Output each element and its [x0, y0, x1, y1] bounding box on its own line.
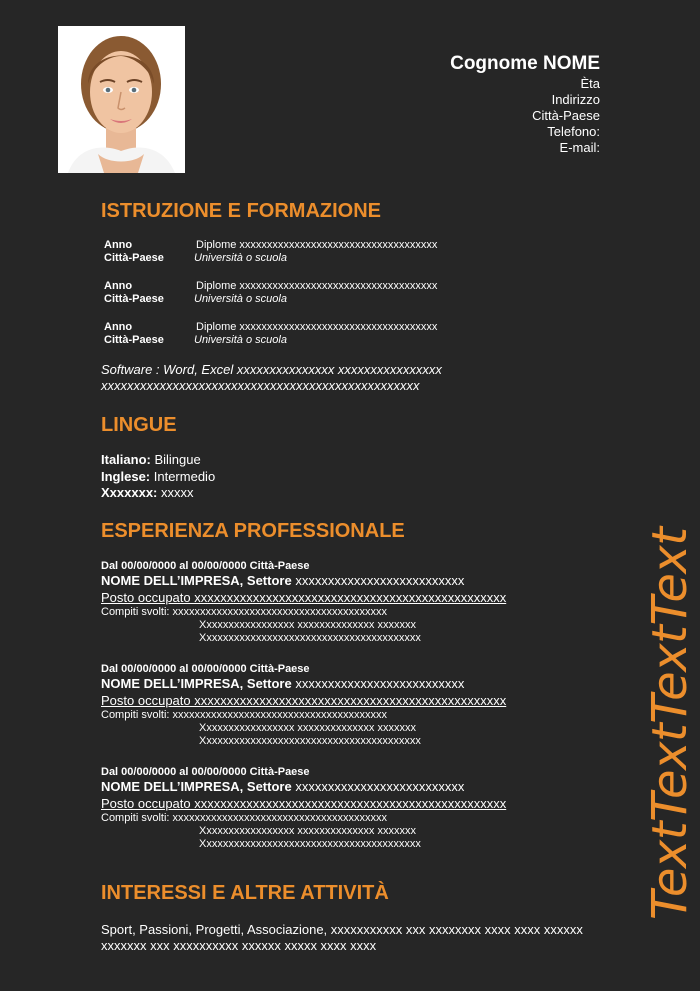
- job-position: Posto occupato xxxxxxxxxxxxxxxxxxxxxxxxxxxxxxxxxxxxxxxxxxxxxxxx: [101, 796, 507, 811]
- phone-label: Telefono:: [547, 124, 600, 139]
- language-level: xxxxx: [161, 485, 194, 500]
- languages-list: [101, 452, 215, 502]
- city-label: Città-Paese: [532, 108, 600, 123]
- job-dates: Dal 00/00/0000 al 00/00/0000 Città-Paese: [101, 766, 310, 778]
- edu-diploma: Diplome xxxxxxxxxxxxxxxxxxxxxxxxxxxxxxxxxxxx: [196, 280, 438, 292]
- edu-year: Anno: [104, 280, 133, 292]
- language-item: [101, 485, 215, 502]
- job-company: NOME DELL’IMPRESA, Settore xxxxxxxxxxxxxxxxxxxxxxxxxx: [101, 779, 465, 794]
- job-task-line: Xxxxxxxxxxxxxxxxx xxxxxxxxxxxxxx xxxxxxx: [199, 825, 416, 837]
- edu-year: Anno: [104, 321, 133, 333]
- software-skills: [101, 362, 442, 394]
- job-entry: [101, 559, 506, 645]
- email-label: E-mail:: [559, 140, 600, 155]
- languages-title: LINGUE: [101, 414, 177, 436]
- job-task-line: Xxxxxxxxxxxxxxxxx xxxxxxxxxxxxxx xxxxxxx: [199, 722, 416, 734]
- language-name: Inglese:: [101, 468, 151, 484]
- edu-city: Città-Paese: [104, 252, 164, 264]
- edu-year: Anno: [104, 239, 133, 251]
- job-dates: Dal 00/00/0000 al 00/00/0000 Città-Paese: [101, 560, 310, 572]
- software-line: xxxxxxxxxxxxxxxxxxxxxxxxxxxxxxxxxxxxxxxxxxxxxxxxx: [101, 378, 420, 393]
- edu-school: Università o scuola: [194, 293, 287, 305]
- job-dates: Dal 00/00/0000 al 00/00/0000 Città-Paese: [101, 663, 310, 675]
- language-item: [101, 469, 215, 486]
- software-line: Software : Word, Excel xxxxxxxxxxxxxxx xxxxxxxxxxxxxxxx: [101, 362, 442, 377]
- education-title: ISTRUZIONE E FORMAZIONE: [101, 200, 381, 222]
- job-position: Posto occupato xxxxxxxxxxxxxxxxxxxxxxxxxxxxxxxxxxxxxxxxxxxxxxxx: [101, 590, 507, 605]
- job-task-line: Xxxxxxxxxxxxxxxxxxxxxxxxxxxxxxxxxxxxxxxx: [199, 735, 421, 747]
- edu-school: Università o scuola: [194, 252, 287, 264]
- age-label: Èta: [580, 76, 600, 91]
- side-decorative-text: TextTextTextText: [642, 527, 698, 920]
- job-task-line: Xxxxxxxxxxxxxxxxxxxxxxxxxxxxxxxxxxxxxxxx: [199, 632, 421, 644]
- language-name: Xxxxxxx:: [101, 485, 158, 500]
- language-level: Bilingue: [154, 452, 201, 467]
- job-entry: [101, 765, 506, 851]
- contact-block: [450, 52, 600, 156]
- interests-text: Sport, Passioni, Progetti, Associazione, xxxxxxxxxxx xxx xxxxxxxx xxxx xxxx xxxxxx xxxxxxx xxx xxxxxxxxxx xxxxxx xxxxx xxxx xxxx: [101, 922, 583, 953]
- edu-city: Città-Paese: [104, 334, 164, 346]
- edu-city: Città-Paese: [104, 293, 164, 305]
- edu-school: Università o scuola: [194, 334, 287, 346]
- job-tasks: Compiti svolti: xxxxxxxxxxxxxxxxxxxxxxxxxxxxxxxxxxxxxxx: [101, 709, 388, 721]
- edu-diploma: Diplome xxxxxxxxxxxxxxxxxxxxxxxxxxxxxxxxxxxx: [196, 239, 438, 251]
- job-position: Posto occupato xxxxxxxxxxxxxxxxxxxxxxxxxxxxxxxxxxxxxxxxxxxxxxxx: [101, 693, 507, 708]
- job-tasks: Compiti svolti: xxxxxxxxxxxxxxxxxxxxxxxxxxxxxxxxxxxxxxx: [101, 812, 388, 824]
- job-task-line: Xxxxxxxxxxxxxxxxxxxxxxxxxxxxxxxxxxxxxxxx: [199, 838, 421, 850]
- person-name: Cognome NOME: [450, 53, 600, 74]
- profile-photo: [58, 26, 185, 173]
- interests-title: INTERESSI E ALTRE ATTIVITÀ: [101, 882, 389, 904]
- language-name: Italiano:: [101, 452, 151, 467]
- job-company: NOME DELL’IMPRESA, Settore xxxxxxxxxxxxxxxxxxxxxxxxxx: [101, 676, 465, 691]
- language-level: Intermedio: [153, 468, 216, 484]
- job-tasks: Compiti svolti: xxxxxxxxxxxxxxxxxxxxxxxxxxxxxxxxxxxxxxx: [101, 606, 388, 618]
- job-task-line: Xxxxxxxxxxxxxxxxx xxxxxxxxxxxxxx xxxxxxx: [199, 619, 416, 631]
- job-company: NOME DELL’IMPRESA, Settore xxxxxxxxxxxxxxxxxxxxxxxxxx: [101, 573, 465, 588]
- job-entry: [101, 662, 506, 748]
- language-item: [101, 452, 215, 469]
- edu-diploma: Diplome xxxxxxxxxxxxxxxxxxxxxxxxxxxxxxxxxxxx: [196, 321, 438, 333]
- experience-title: ESPERIENZA PROFESSIONALE: [101, 520, 405, 542]
- address-label: Indirizzo: [551, 92, 600, 107]
